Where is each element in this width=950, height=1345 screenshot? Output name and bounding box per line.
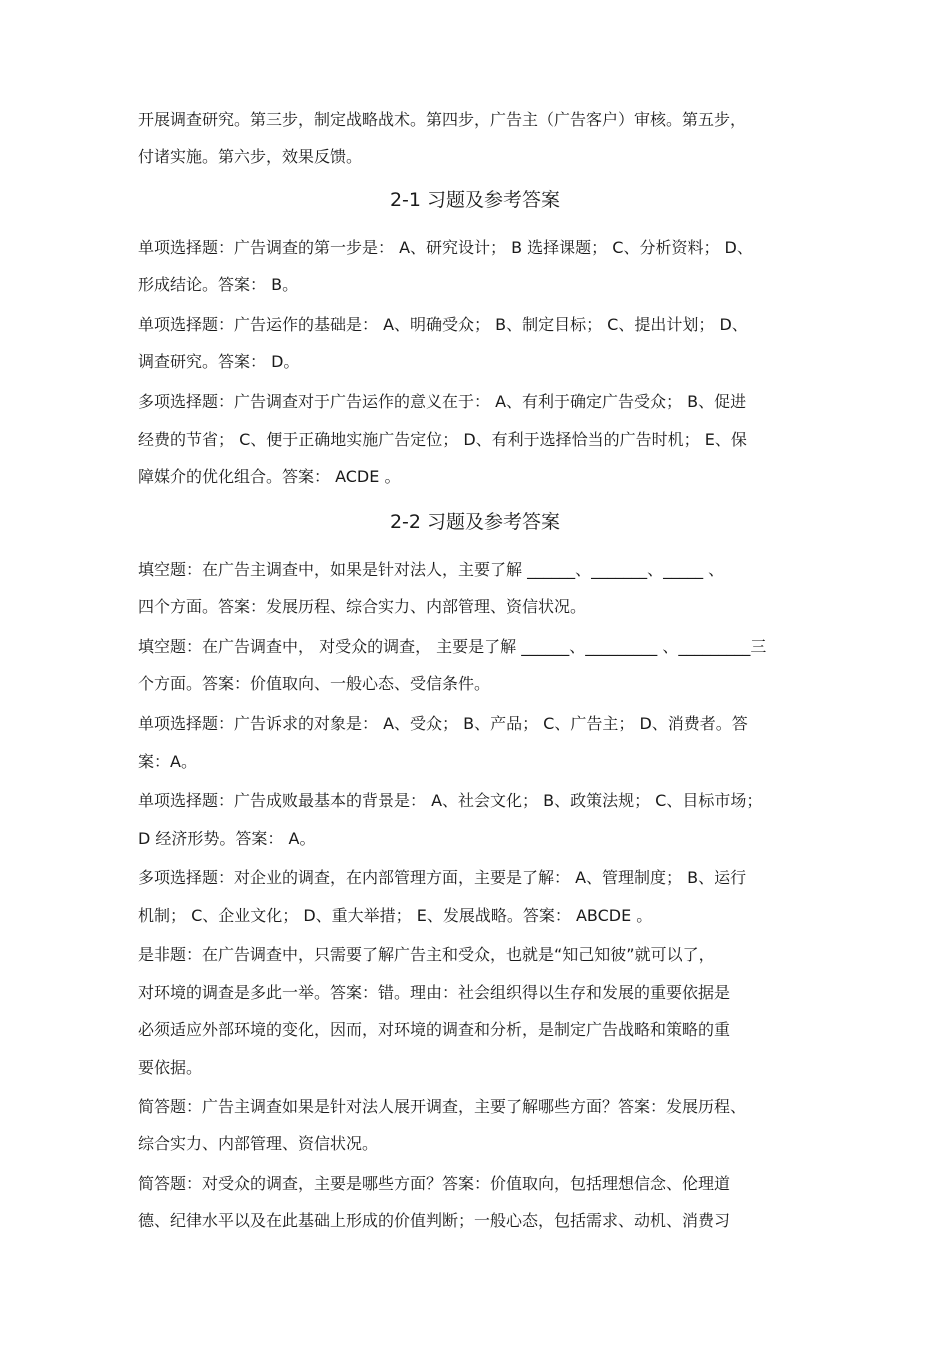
question-line: 对环境的调查是多此一举。答案：错。理由：社会组织得以生存和发展的重要依据是 <box>138 983 731 1002</box>
question-line: 综合实力、内部管理、资信状况。 <box>138 1134 379 1153</box>
question-line: 单项选择题：广告调查的第一步是： A、研究设计； B 选择课题； C、分析资料； D、 <box>138 238 753 257</box>
question-line: 障媒介的优化组合。答案： ACDE 。 <box>138 467 401 486</box>
question-line: D 经济形势。答案： A。 <box>138 829 316 848</box>
question-line: 形成结论。答案： B。 <box>138 275 299 294</box>
question-line: 多项选择题：广告调查对于广告运作的意义在于： A、有利于确定广告受众； B、促进 <box>138 392 747 411</box>
question-line: 单项选择题：广告运作的基础是： A、明确受众； B、制定目标； C、提出计划； D、 <box>138 315 748 334</box>
question-line: 调查研究。答案： D。 <box>138 352 300 371</box>
question-line: 是非题：在广告调查中，只需要了解广告主和受众，也就是“知己知彼”就可以了， <box>138 945 715 964</box>
question-line: 单项选择题：广告诉求的对象是： A、受众； B、产品； C、广告主； D、消费者。答 <box>138 714 748 733</box>
question-line: 填空题：在广告主调查中，如果是针对法人，主要了解 ______、_______、_____ 、 <box>138 560 725 579</box>
intro-line: 付诸实施。第六步，效果反馈。 <box>138 147 363 166</box>
section-heading: 2-2 习题及参考答案 <box>389 511 561 533</box>
question-line: 单项选择题：广告成败最基本的背景是： A、社会文化； B、政策法规； C、目标市场； <box>138 791 763 810</box>
question-line: 填空题：在广告调查中， 对受众的调查， 主要是了解 ______、_________ 、_________三 <box>138 637 767 656</box>
question-line: 个方面。答案：价值取向、一般心态、受信条件。 <box>138 674 491 693</box>
question-line: 简答题：广告主调查如果是针对法人展开调查，主要了解哪些方面？答案：发展历程、 <box>138 1097 747 1116</box>
question-line: 多项选择题：对企业的调查，在内部管理方面，主要是了解： A、管理制度； B、运行 <box>138 868 747 887</box>
question-line: 案：A。 <box>138 752 197 771</box>
question-line: 简答题：对受众的调查，主要是哪些方面？答案：价值取向，包括理想信念、伦理道 <box>138 1174 731 1193</box>
question-line: 经费的节省； C、便于正确地实施广告定位； D、有利于选择恰当的广告时机； E、保 <box>138 430 747 449</box>
intro-line: 开展调查研究。第三步，制定战略战术。第四步，广告主（广告客户）审核。第五步， <box>138 110 747 129</box>
section-heading: 2-1 习题及参考答案 <box>389 189 561 211</box>
question-line: 要依据。 <box>138 1058 203 1077</box>
question-line: 机制； C、企业文化； D、重大举措； E、发展战略。答案： ABCDE 。 <box>138 906 653 925</box>
question-line: 必须适应外部环境的变化，因而，对环境的调查和分析，是制定广告战略和策略的重 <box>138 1020 731 1039</box>
question-line: 德、纪律水平以及在此基础上形成的价值判断；一般心态，包括需求、动机、消费习 <box>138 1211 731 1230</box>
question-line: 四个方面。答案：发展历程、综合实力、内部管理、资信状况。 <box>138 597 587 616</box>
